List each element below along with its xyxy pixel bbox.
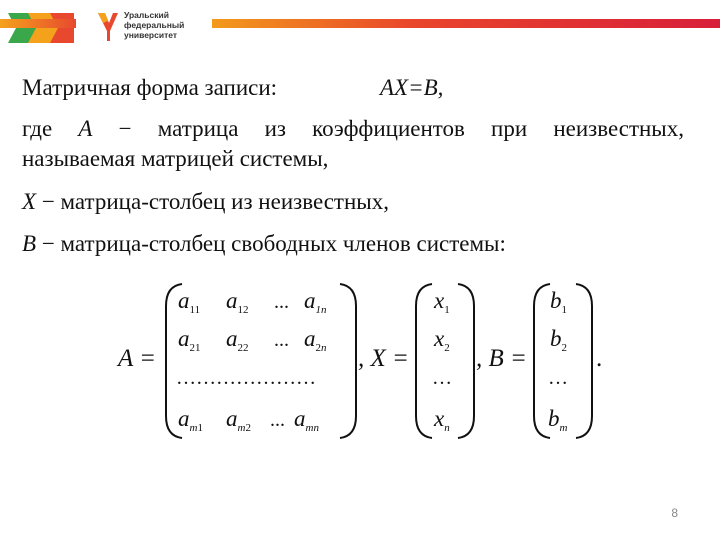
matrix-a-cell: $a_{1n}$ [304, 288, 327, 316]
var-b: B [22, 231, 37, 256]
matrix-b-label: , B = [476, 345, 527, 372]
matrix-formula [110, 276, 630, 446]
flag-logo-icon [8, 13, 74, 43]
var-a: A [78, 116, 93, 141]
matrix-a-cell: $a_{mn}$ [294, 406, 319, 434]
var-x: X [22, 189, 37, 214]
definition-line-3: X − матрица-столбец из неизвестных, [22, 189, 389, 214]
header-stripe-left [0, 19, 76, 28]
matrix-a-cell: ... [274, 329, 289, 351]
definition-line-2: называемая матрицей системы, [22, 146, 329, 171]
matrix-b-entry: … [548, 367, 568, 389]
matrix-b-entry: $b_2$ [550, 326, 567, 354]
matrix-a-cell: $a_2n$ [304, 326, 327, 354]
title-label: Матричная форма записи: [22, 75, 278, 100]
matrix-b-entry: $b_1$ [550, 288, 567, 316]
matrix-a-cell: ... [274, 291, 289, 313]
matrix-x-label: , X = [358, 345, 409, 372]
page-number: 8 [671, 506, 678, 520]
matrix-x-entry: $x_1$ [434, 288, 450, 316]
matrix-a-cell: ... [270, 409, 285, 431]
formula-end-dot: . [596, 345, 603, 372]
matrix-x-entry: … [432, 367, 452, 389]
definition-line-4: B − матрица-столбец свободных членов системы: [22, 231, 506, 256]
matrix-a-cell: $a_m1$ [178, 406, 203, 434]
matrix-a-dots-row: ………………… [176, 367, 316, 389]
matrix-a-right-bracket [340, 284, 356, 438]
matrix-x-entry: $x_n$ [434, 406, 450, 434]
matrix-x-right-bracket [458, 284, 474, 438]
university-name: Уральский федеральный университет [124, 10, 185, 40]
matrix-a-label: A = [118, 345, 156, 372]
title-equation: AX=B, [380, 75, 444, 100]
matrix-a-cell: $a_{11}$ [178, 288, 201, 316]
matrix-a-cell: $a_{22}$ [226, 326, 249, 354]
header [0, 0, 720, 48]
matrix-a-cell: $a_{21}$ [178, 326, 201, 354]
slide-title [22, 74, 444, 102]
matrix-x-left-bracket [416, 284, 432, 438]
matrix-b-entry: $b_m$ [548, 406, 568, 434]
university-logo-icon [96, 11, 120, 43]
matrix-a-cell: $a_{12}$ [226, 288, 249, 316]
definition-line-1: где A − матрица из коэффициентов при неизвестных, [22, 116, 685, 141]
matrix-x-entry: $x_2$ [434, 326, 450, 354]
matrix-b-right-bracket [576, 284, 592, 438]
matrix-a-cell: $a_m2$ [226, 406, 251, 434]
header-stripe-right [212, 19, 720, 28]
